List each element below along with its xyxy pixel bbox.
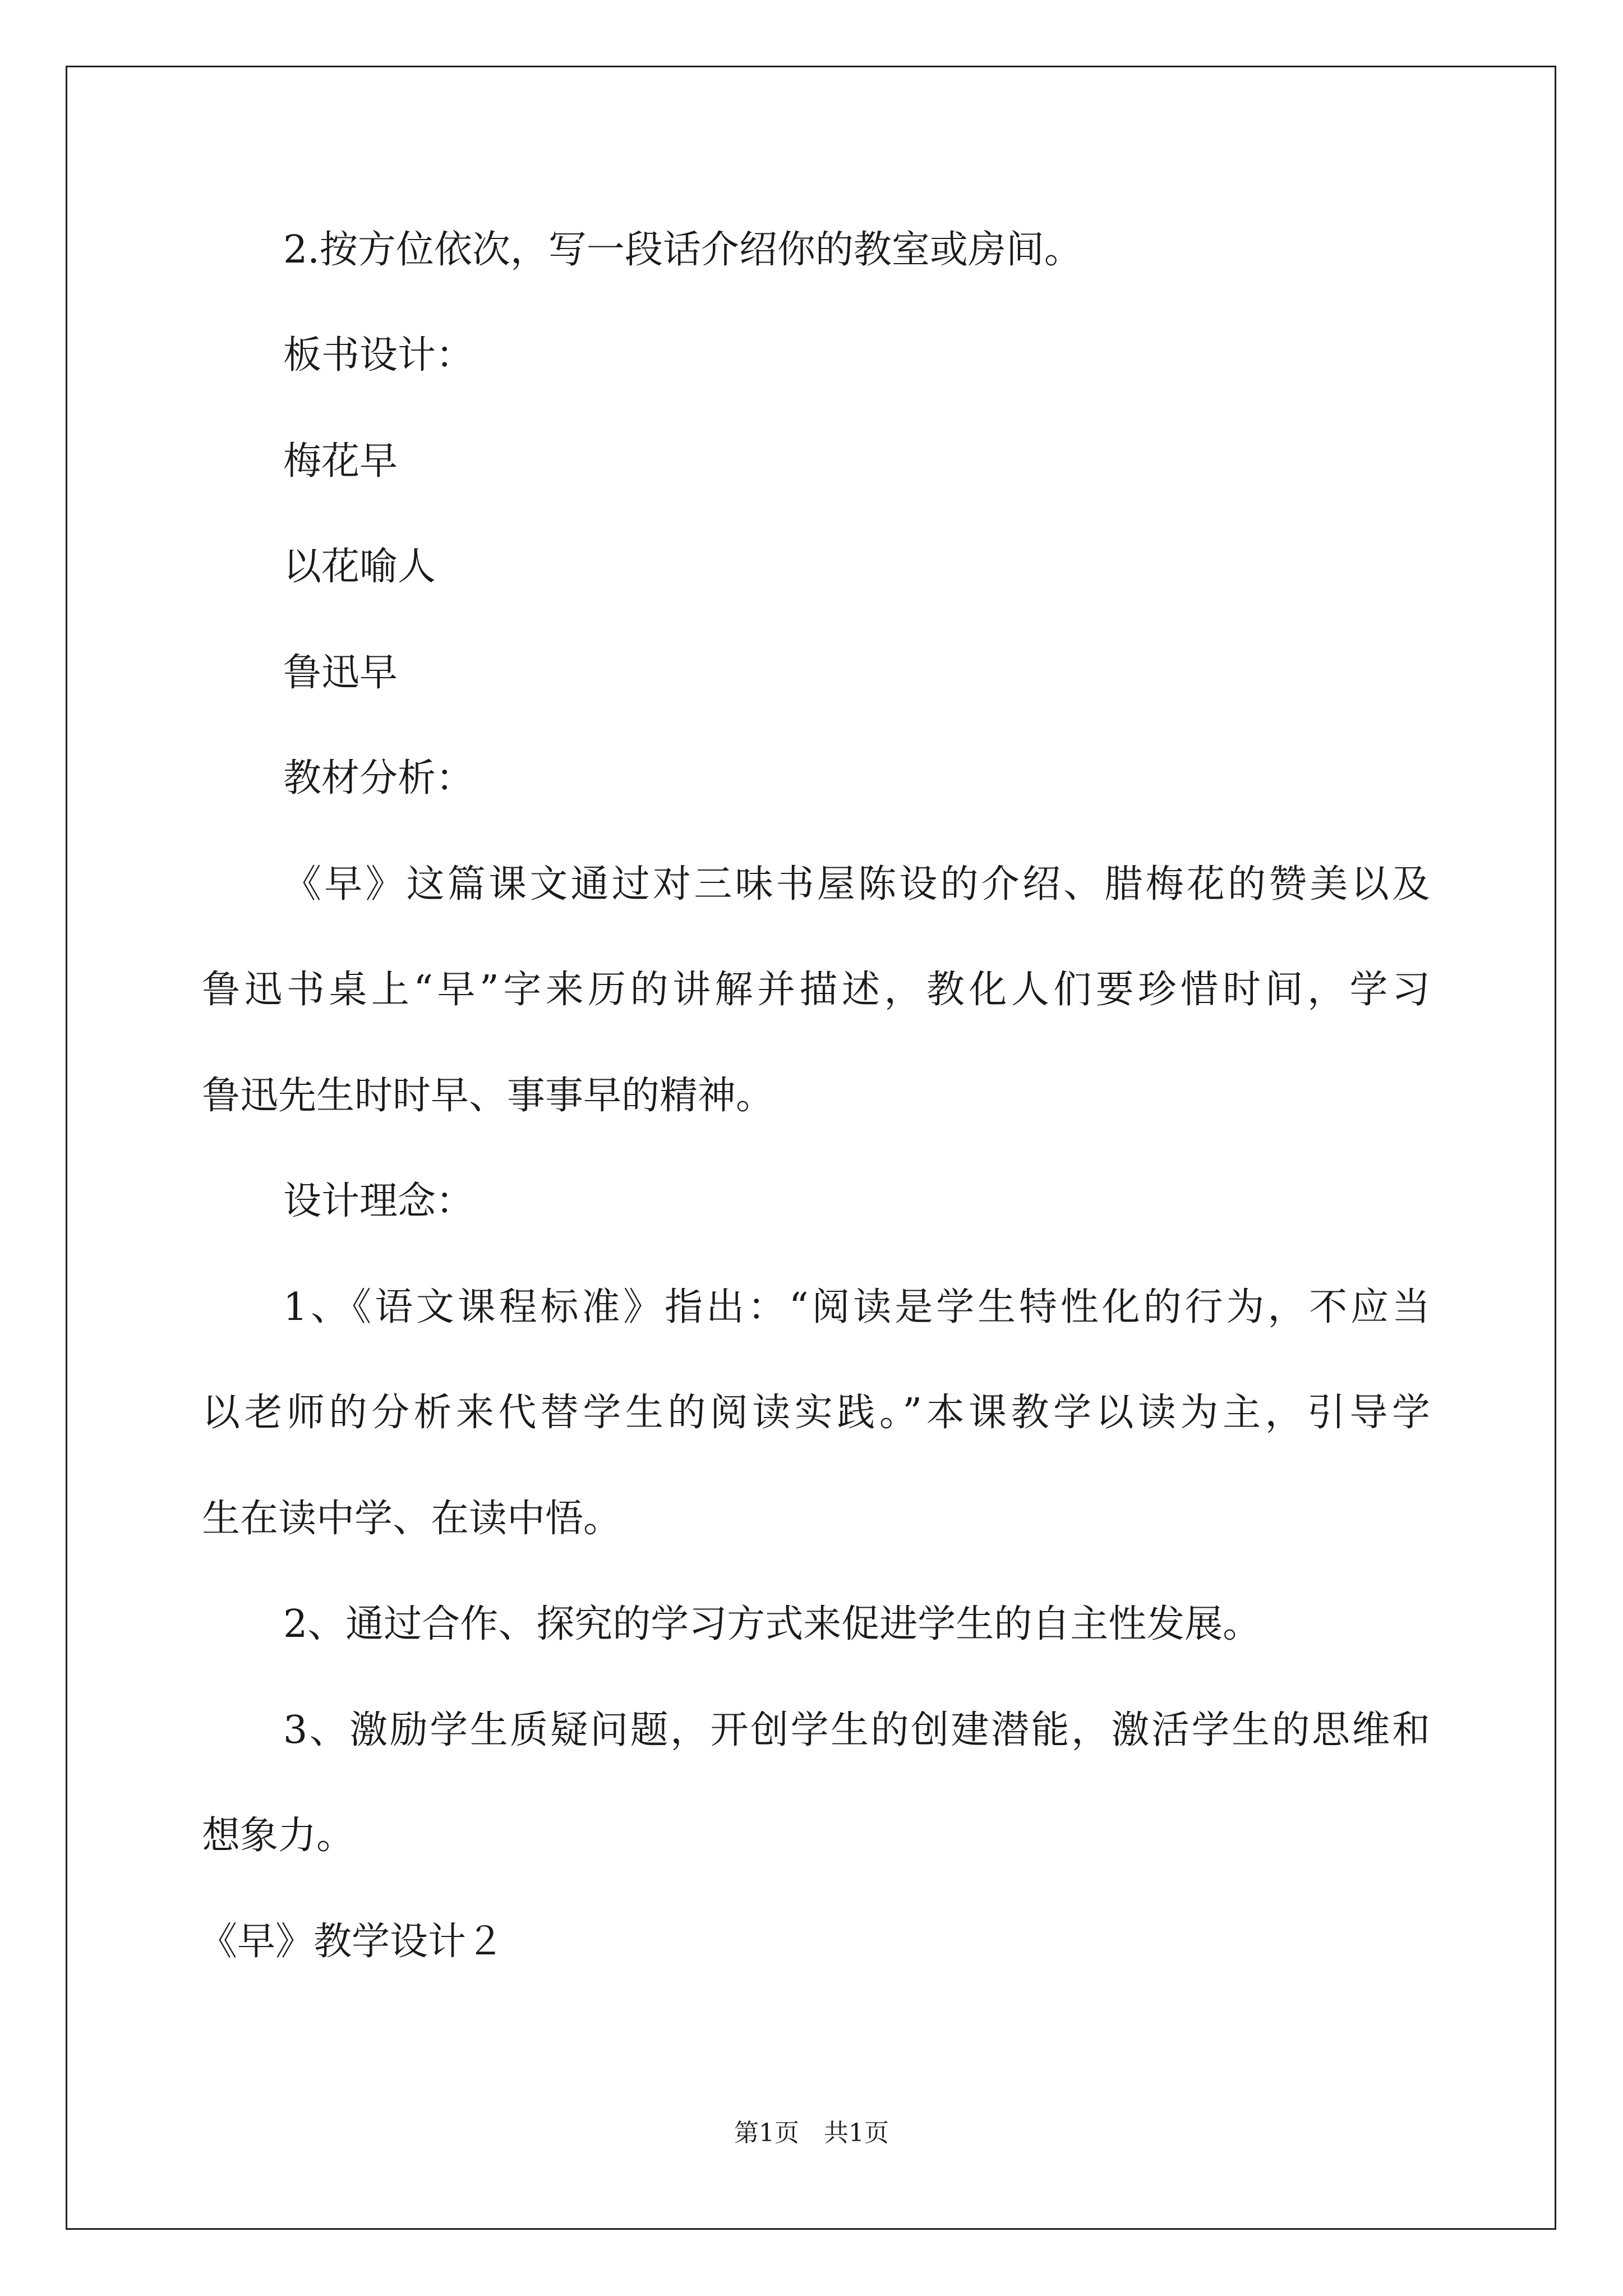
paragraph-line: 《早》这篇课文通过对三味书屋陈设的介绍、腊梅花的赞美以及 [283, 862, 1430, 907]
page-footer: 第1页 共1页 [734, 2119, 889, 2147]
page-border [66, 66, 1556, 2230]
paragraph-line: 生在读中学、在读中悟。 [202, 1497, 622, 1541]
paragraph-line: 鲁迅书桌上“早”字来历的讲解并描述，教化人们要珍惜时间，学习 [202, 968, 1430, 1012]
paragraph-line: 板书设计： [283, 333, 474, 378]
paragraph-line: 梅花早 [283, 439, 398, 484]
paragraph-line: 2、通过合作、探究的学习方式来促进学生的自主性发展。 [283, 1602, 1261, 1646]
section-heading: 《早》教学设计２ [199, 1920, 505, 1964]
paragraph-line: 2.按方位依次，写一段话介绍你的教室或房间。 [283, 228, 1082, 272]
paragraph-line: 以花喻人 [283, 545, 436, 589]
paragraph-line: 鲁迅早 [283, 651, 398, 695]
paragraph-line: 鲁迅先生时时早、事事早的精神。 [202, 1074, 774, 1118]
paragraph-line: 想象力。 [202, 1814, 355, 1858]
paragraph-line: 3、激励学生质疑问题，开创学生的创建潜能，激活学生的思维和 [283, 1708, 1430, 1752]
paragraph-line: 以老师的分析来代替学生的阅读实践。”本课教学以读为主，引导学 [202, 1391, 1430, 1435]
paragraph-line: 1、《语文课程标准》指出：“阅读是学生特性化的行为，不应当 [283, 1285, 1430, 1329]
paragraph-line: 教材分析： [283, 756, 474, 800]
paragraph-line: 设计理念： [283, 1179, 474, 1223]
